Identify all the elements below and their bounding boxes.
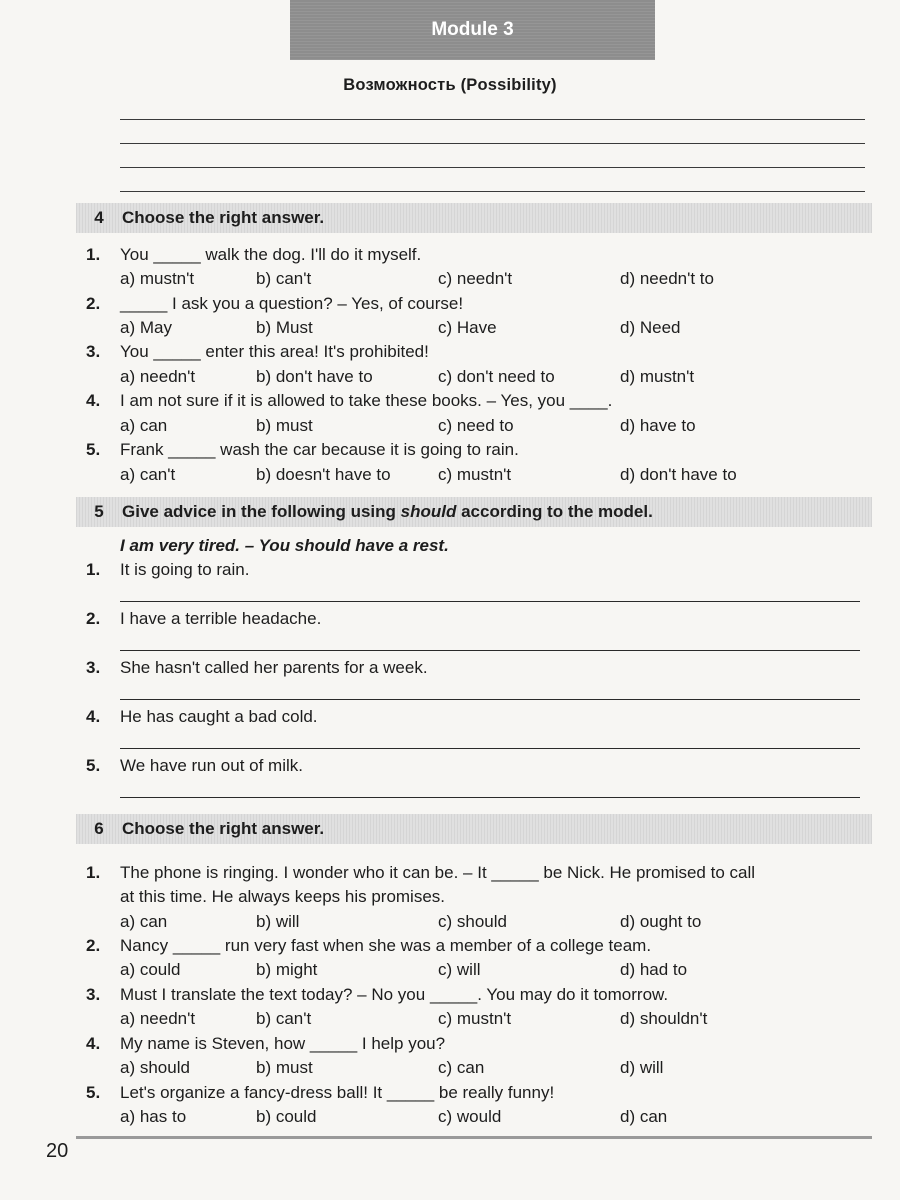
option-d[interactable]: d) had to [620, 960, 688, 979]
prompt-number: 3. [86, 658, 101, 677]
option-c[interactable]: c) mustn't [438, 465, 512, 484]
options-row [0, 267, 900, 291]
prompt-text: I have a terrible headache. [120, 609, 322, 628]
option-d[interactable]: d) don't have to [620, 465, 737, 484]
prompt-row [0, 754, 900, 778]
option-a[interactable]: a) mustn't [120, 269, 195, 288]
exercise-6-header [76, 814, 872, 844]
module-banner [290, 0, 655, 60]
question-number: 4. [86, 391, 101, 410]
option-a[interactable]: a) can [120, 416, 168, 435]
question-text: The phone is ringing. I wonder who it can be. – It _____ be Nick. He promised to call [120, 863, 756, 882]
option-b[interactable]: b) Must [256, 318, 313, 337]
exercise-title: Choose the right answer. [122, 208, 325, 227]
question-number: 5. [86, 1083, 101, 1102]
prompt-text: We have run out of milk. [120, 756, 303, 775]
option-b[interactable]: b) could [256, 1107, 317, 1126]
option-c[interactable]: c) Have [438, 318, 497, 337]
question-text: Must I translate the text today? – No you _____. You may do it tomorrow. [120, 985, 669, 1004]
option-c[interactable]: c) need to [438, 416, 514, 435]
footer-rule [76, 1136, 872, 1139]
question-row [0, 438, 900, 462]
option-d[interactable]: d) ought to [620, 912, 702, 931]
question-number: 3. [86, 342, 101, 361]
section-heading: Возможность (Possibility) [343, 76, 557, 94]
option-b[interactable]: b) can't [256, 1009, 312, 1028]
module-title: Module 3 [431, 19, 514, 40]
prompt-text: She hasn't called her parents for a week. [120, 658, 428, 677]
option-a[interactable]: a) has to [120, 1107, 187, 1126]
answer-line[interactable] [120, 601, 860, 602]
option-a[interactable]: a) needn't [120, 367, 196, 386]
options-row [0, 316, 900, 340]
prompt-number: 4. [86, 707, 101, 726]
option-b[interactable]: b) can't [256, 269, 312, 288]
option-b[interactable]: b) might [256, 960, 318, 979]
prompt-number: 2. [86, 609, 101, 628]
question-number: 1. [86, 863, 101, 882]
options-row [0, 365, 900, 389]
question-row [0, 1081, 900, 1105]
exercise-title-emphasis: should [400, 502, 457, 521]
question-text: I am not sure if it is allowed to take these books. – Yes, you ____. [120, 391, 613, 410]
writing-line [120, 119, 865, 120]
option-b[interactable]: b) doesn't have to [256, 465, 391, 484]
option-a[interactable]: a) can [120, 912, 168, 931]
option-c[interactable]: c) should [438, 912, 507, 931]
exercise-title: Choose the right answer. [122, 819, 325, 838]
prompt-row [0, 558, 900, 582]
prompt-number: 5. [86, 756, 101, 775]
options-row [0, 1056, 900, 1080]
question-row [0, 243, 900, 267]
question-row [0, 861, 900, 885]
answer-line[interactable] [120, 650, 860, 651]
prompt-number: 1. [86, 560, 101, 579]
answer-line[interactable] [120, 748, 860, 749]
question-row [0, 340, 900, 364]
prompt-text: It is going to rain. [120, 560, 250, 579]
exercise-number: 6 [94, 819, 104, 838]
option-c[interactable]: c) would [438, 1107, 502, 1126]
exercise-4-header [76, 203, 872, 233]
question-text: You _____ enter this area! It's prohibited! [120, 342, 429, 361]
prompt-row [0, 705, 900, 729]
options-row [0, 1105, 900, 1129]
question-text: My name is Steven, how _____ I help you? [120, 1034, 446, 1053]
option-d[interactable]: d) shouldn't [620, 1009, 708, 1028]
question-row [0, 983, 900, 1007]
option-c[interactable]: c) don't need to [438, 367, 555, 386]
answer-line[interactable] [120, 797, 860, 798]
question-number: 1. [86, 245, 101, 264]
answer-line[interactable] [120, 699, 860, 700]
question-text: _____ I ask you a question? – Yes, of course! [120, 294, 464, 313]
prompt-text: He has caught a bad cold. [120, 707, 318, 726]
option-d[interactable]: d) have to [620, 416, 696, 435]
option-a[interactable]: a) could [120, 960, 181, 979]
question-row [0, 1032, 900, 1056]
option-a[interactable]: a) May [120, 318, 172, 337]
option-b[interactable]: b) will [256, 912, 300, 931]
question-number: 2. [86, 936, 101, 955]
options-row [0, 910, 900, 934]
question-text: Nancy _____ run very fast when she was a member of a college team. [120, 936, 652, 955]
options-row [0, 414, 900, 438]
exercise-number: 4 [94, 208, 104, 227]
exercise-title-part: according to the model. [456, 502, 653, 521]
exercise-title-part: Give advice in the following using [122, 502, 401, 521]
exercise-title [122, 502, 872, 522]
prompt-row [0, 607, 900, 631]
question-number: 5. [86, 440, 101, 459]
option-d[interactable]: d) mustn't [620, 367, 695, 386]
exercise-number: 5 [94, 502, 104, 521]
writing-line [120, 167, 865, 168]
option-d[interactable]: d) Need [620, 318, 681, 337]
option-b[interactable]: b) must [256, 416, 313, 435]
writing-line [120, 191, 865, 192]
option-c[interactable]: c) will [438, 960, 481, 979]
option-a[interactable]: a) needn't [120, 1009, 196, 1028]
question-row [0, 292, 900, 316]
question-text-continued: at this time. He always keeps his promises. [120, 887, 446, 906]
option-d[interactable]: d) will [620, 1058, 664, 1077]
question-number: 4. [86, 1034, 101, 1053]
question-number: 2. [86, 294, 101, 313]
question-row-continued [0, 885, 900, 909]
options-row [0, 463, 900, 487]
option-c[interactable]: c) can [438, 1058, 485, 1077]
page-number: 20 [46, 1140, 69, 1162]
option-b[interactable]: b) don't have to [256, 367, 373, 386]
options-row [0, 1007, 900, 1031]
option-d[interactable]: d) needn't to [620, 269, 714, 288]
model-example: I am very tired. – You should have a rest. [120, 536, 449, 555]
question-text: You _____ walk the dog. I'll do it myself. [120, 245, 422, 264]
option-b[interactable]: b) must [256, 1058, 313, 1077]
question-row [0, 934, 900, 958]
question-row [0, 389, 900, 413]
options-row [0, 958, 900, 982]
option-a[interactable]: a) should [120, 1058, 190, 1077]
question-text: Let's organize a fancy-dress ball! It _____ be really funny! [120, 1083, 555, 1102]
question-text: Frank _____ wash the car because it is going to rain. [120, 440, 519, 459]
question-number: 3. [86, 985, 101, 1004]
option-c[interactable]: c) mustn't [438, 1009, 512, 1028]
prompt-row [0, 656, 900, 680]
option-a[interactable]: a) can't [120, 465, 176, 484]
exercise-5-header [76, 497, 872, 527]
writing-line [120, 143, 865, 144]
option-c[interactable]: c) needn't [438, 269, 513, 288]
option-d[interactable]: d) can [620, 1107, 668, 1126]
